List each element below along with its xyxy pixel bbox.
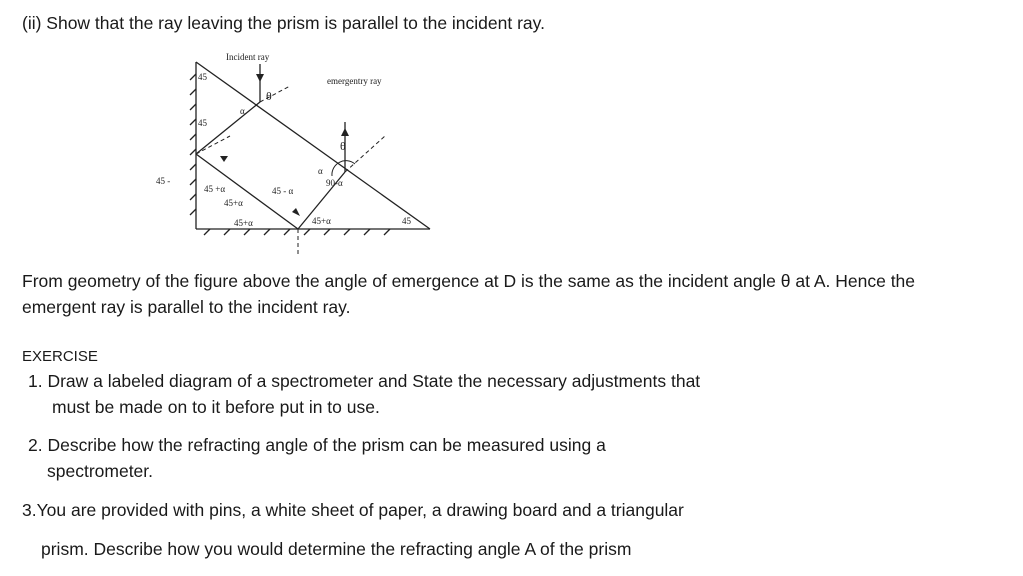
exercise-item-1-line-2: must be made on to it before put in to use. [52, 397, 380, 417]
exercise-item-3-line-2: prism. Describe how you would determine the refracting angle A of the prism [41, 539, 632, 559]
conclusion-line-1: From geometry of the figure above the angle of emergence at D is the same as the incident angle θ at A. Hence the [22, 271, 916, 291]
prism-ray-diagram [140, 44, 440, 260]
label-45-minus-alpha: 45 - α [272, 186, 294, 196]
exercise-item-2-line-1: 2. Describe how the refracting angle of the prism can be measured using a [28, 435, 606, 455]
label-45-left-side: 45 - [156, 176, 171, 186]
label-45-plus-alpha-1: 45 +α [204, 184, 226, 194]
exercise-item-2-line-2: spectrometer. [47, 461, 154, 481]
exercise-item-3-line-1: 3.You are provided with pins, a white sheet of paper, a drawing board and a triangular [22, 500, 684, 520]
label-45-top: 45 [198, 72, 207, 82]
label-45-plus-alpha-2: 45+α [224, 198, 243, 208]
question-ii-text: (ii) Show that the ray leaving the prism is parallel to the incident ray. [22, 13, 545, 33]
label-45-plus-alpha-bottom: 45+α [312, 216, 331, 226]
exercise-item-1-line-1: 1. Draw a labeled diagram of a spectrometer and State the necessary adjustments that [28, 371, 701, 391]
conclusion-line-2: emergent ray is parallel to the incident ray. [22, 297, 351, 317]
exercise-heading: EXERCISE [22, 348, 98, 365]
label-90-minus-alpha: 90-α [326, 178, 343, 188]
label-45-left: 45 [198, 118, 207, 128]
label-emergent-ray: emergentry ray [327, 76, 382, 86]
label-theta-A: θ [266, 89, 272, 103]
label-alpha-mid: α [318, 166, 323, 176]
label-incident-ray: Incident ray [226, 52, 270, 62]
label-alpha-top: α [240, 106, 245, 116]
ray-A-to-B [196, 102, 260, 154]
label-45-plus-alpha-3: 45+α [234, 218, 253, 228]
label-theta-D: θ [340, 139, 346, 153]
label-45-right: 45 [402, 216, 411, 226]
